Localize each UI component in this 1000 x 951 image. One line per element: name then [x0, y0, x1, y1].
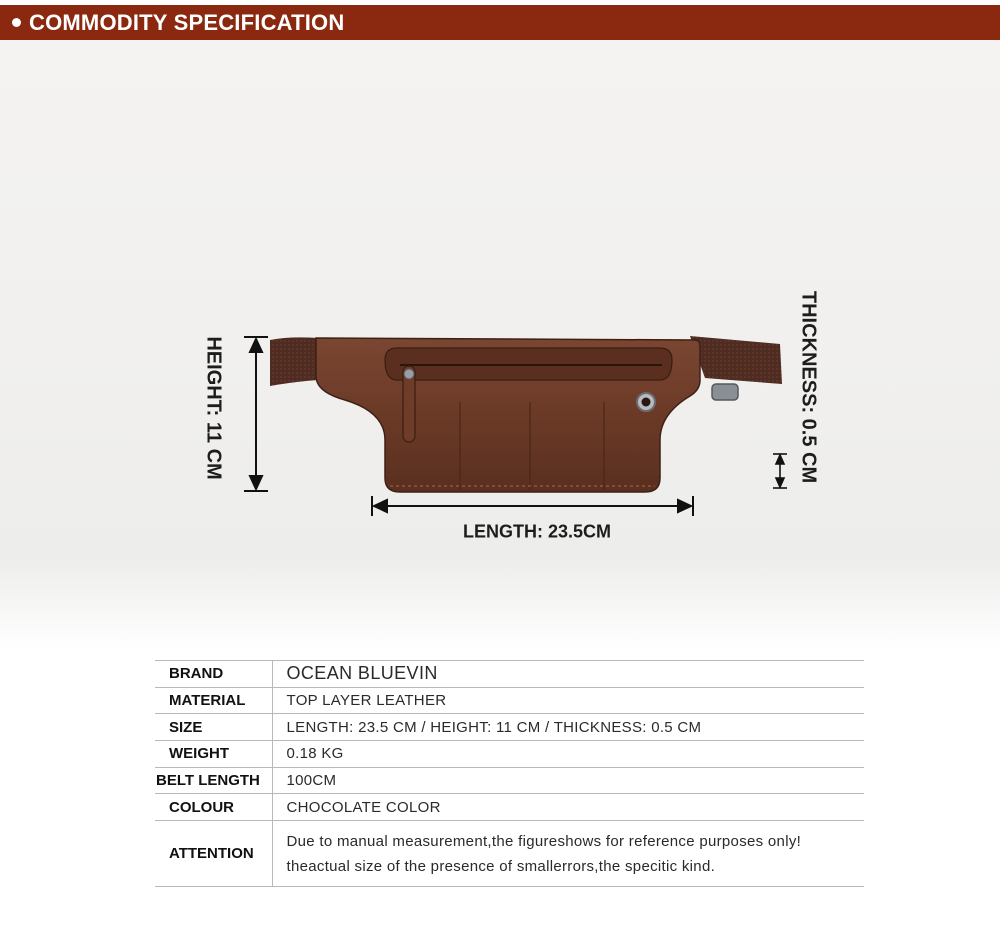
spec-value: CHOCOLATE COLOR — [272, 794, 864, 821]
table-row — [155, 741, 864, 768]
table-row — [155, 687, 864, 714]
table-row — [155, 714, 864, 741]
spec-value: OCEAN BLUEVIN — [272, 661, 864, 688]
spec-value: LENGTH: 23.5 CM / HEIGHT: 11 CM / THICKNESS: 0.5 CM — [272, 714, 864, 741]
spec-key: WEIGHT — [155, 741, 272, 768]
spec-value: TOP LAYER LEATHER — [272, 687, 864, 714]
spec-value: 100CM — [272, 767, 864, 794]
bullet-icon — [12, 18, 21, 27]
left-strap — [270, 337, 318, 386]
buckle — [712, 384, 738, 400]
header-bar — [0, 5, 1000, 40]
table-row — [155, 821, 864, 887]
spec-table — [155, 660, 864, 887]
attention-line-2: theactual size of the presence of smallerrors,the specitic kind. — [286, 857, 716, 875]
length-arrow — [372, 496, 693, 516]
spec-key: BRAND — [155, 661, 272, 688]
waist-bag-illustration — [0, 40, 1000, 650]
table-row — [155, 794, 864, 821]
spec-key: SIZE — [155, 714, 272, 741]
length-label: LENGTH: 23.5CM — [462, 521, 612, 542]
spec-value: 0.18 KG — [272, 741, 864, 768]
spec-key: ATTENTION — [155, 821, 272, 887]
spec-key: MATERIAL — [155, 687, 272, 714]
thickness-label: THICKNESS: 0.5 CM — [797, 290, 820, 484]
thickness-arrow — [773, 454, 787, 488]
section-title: COMMODITY SPECIFICATION — [29, 9, 345, 35]
right-strap — [690, 336, 782, 384]
table-row — [155, 661, 864, 688]
attention-line-1: Due to manual measurement,the figureshows for reference purposes only! — [286, 832, 802, 850]
spec-value — [272, 821, 864, 887]
height-arrow — [244, 337, 268, 491]
table-row — [155, 767, 864, 794]
height-label: HEIGHT: 11 CM — [202, 336, 225, 480]
spec-key: BELT LENGTH — [155, 767, 272, 794]
product-photo — [0, 40, 1000, 650]
spec-key: COLOUR — [155, 794, 272, 821]
